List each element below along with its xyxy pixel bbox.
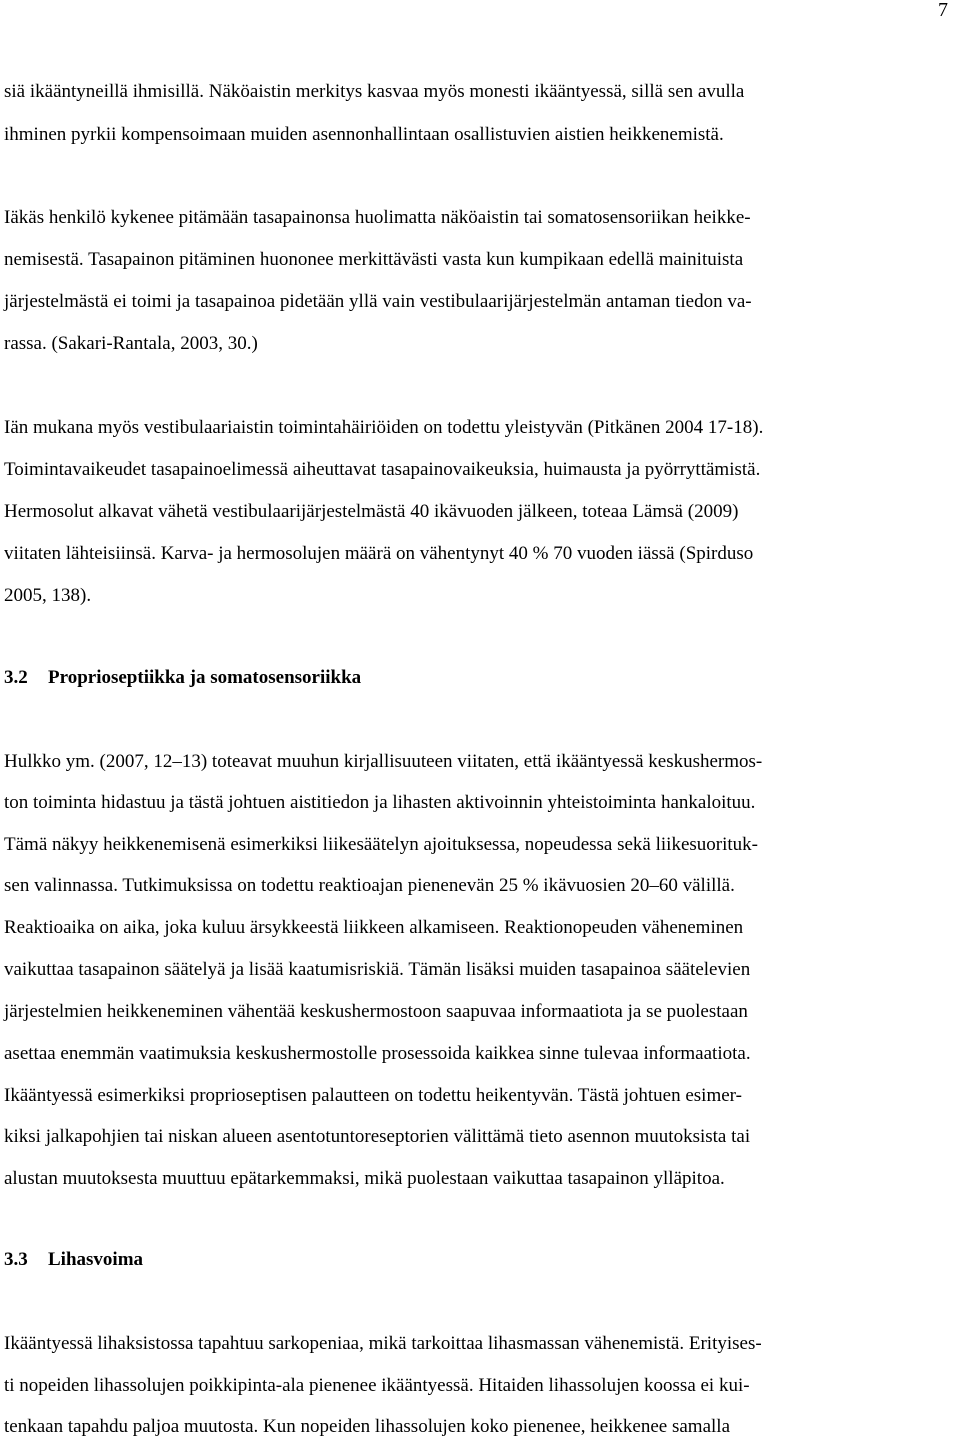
text-line: Hermosolut alkavat vähetä vestibulaarijärjestelmästä 40 ikävuoden jälkeen, toteaa Lämsä (2009) [4, 501, 739, 522]
text-line: järjestelmästä ei toimi ja tasapainoa pidetään yllä vain vestibulaarijärjestelmän antaman tiedon va- [4, 291, 752, 312]
section-heading-3-2 [4, 666, 361, 690]
text-line: rassa. (Sakari-Rantala, 2003, 30.) [4, 333, 258, 354]
text-line: ton toiminta hidastuu ja tästä johtuen aistitiedon ja lihasten aktivoinnin yhteistoiminta hankaloituu. [4, 792, 756, 813]
text-line: Iän mukana myös vestibulaariaistin toimintahäiriöiden on todettu yleistyvän (Pitkänen 2004 17-18). [4, 417, 764, 438]
text-line: 2005, 138). [4, 585, 92, 606]
text-line: alustan muutoksesta muuttuu epätarkemmaksi, mikä puolestaan vaikuttaa tasapainon ylläpitoa. [4, 1168, 725, 1189]
page-number: 7 [938, 0, 948, 21]
text-line: viitaten lähteisiinsä. Karva- ja hermosolujen määrä on vähentynyt 40 % 70 vuoden iässä (Spirduso [4, 543, 754, 564]
text-line: järjestelmien heikkeneminen vähentää keskushermostoon saapuvaa informaatiota ja se puolestaan [4, 1001, 748, 1022]
text-line: ti nopeiden lihassolujen poikkipinta-ala pienenee ikääntyessä. Hitaiden lihassolujen koossa ei kui- [4, 1375, 750, 1396]
section-number: 3.3 [4, 1249, 28, 1270]
text-line: tenkaan tapahdu paljoa muutosta. Kun nopeiden lihassolujen koko pienenee, heikkenee samalla [4, 1416, 730, 1437]
section-heading-3-3 [4, 1248, 143, 1272]
section-number: 3.2 [4, 667, 28, 688]
text-line: Ikääntyessä lihaksistossa tapahtuu sarkopeniaa, mikä tarkoittaa lihasmassan vähenemistä. Erityises- [4, 1333, 762, 1354]
text-line: sen valinnassa. Tutkimuksissa on todettu reaktioajan pienenevän 25 % ikävuosien 20–60 välillä. [4, 875, 735, 896]
text-line: Iäkäs henkilö kykenee pitämään tasapainonsa huolimatta näköaistin tai somatosensoriikan heikke- [4, 207, 751, 228]
section-title: Lihasvoima [48, 1249, 144, 1270]
text-line: vaikuttaa tasapainon säätelyä ja lisää kaatumisriskiä. Tämän lisäksi muiden tasapainoa säätelevien [4, 959, 751, 980]
section-title: Proprioseptiikka ja somatosensoriikka [48, 667, 362, 688]
text-line: nemisestä. Tasapainon pitäminen huononee merkittävästi vasta kun kumpikaan edellä mainituista [4, 249, 744, 270]
text-line: asettaa enemmän vaatimuksia keskushermostolle prosessoida kaikkea sinne tulevaa informaatiota. [4, 1043, 751, 1064]
text-line: kiksi jalkapohjien tai niskan alueen asentotuntoreseptorien välittämä tieto asennon muutoksista tai [4, 1126, 751, 1147]
text-line: Ikääntyessä esimerkiksi proprioseptisen palautteen on todettu heikentyvän. Tästä johtuen esimer- [4, 1085, 742, 1106]
text-line: Tämä näkyy heikkenemisenä esimerkiksi liikesäätelyn ajoituksessa, nopeudessa sekä liikesuorituk- [4, 834, 758, 855]
text-line: ihminen pyrkii kompensoimaan muiden asennonhallintaan osallistuvien aistien heikkenemistä. [4, 124, 724, 145]
text-line: Reaktioaika on aika, joka kuluu ärsykkeestä liikkeen alkamiseen. Reaktionopeuden väheneminen [4, 917, 744, 938]
text-line: Hulkko ym. (2007, 12–13) toteavat muuhun kirjallisuuteen viitaten, että ikääntyessä keskushermos- [4, 751, 763, 772]
text-line: siä ikääntyneillä ihmisillä. Näköaistin merkitys kasvaa myös monesti ikääntyessä, sillä sen avulla [4, 81, 745, 102]
text-line: Toimintavaikeudet tasapainoelimessä aiheuttavat tasapainovaikeuksia, huimausta ja pyörryttämistä. [4, 459, 761, 480]
